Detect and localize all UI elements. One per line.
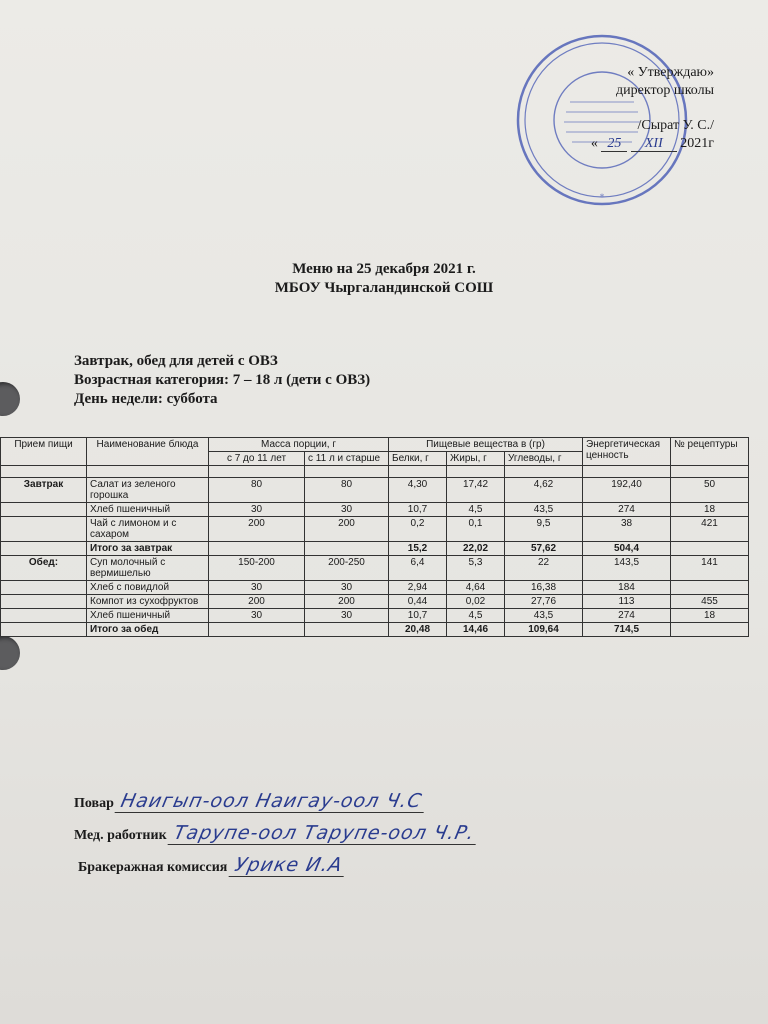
cell-mass-old: 200 xyxy=(305,595,389,609)
cell-meal xyxy=(1,503,87,517)
cell-mass-young: 30 xyxy=(209,609,305,623)
cell-dish: Салат из зеленого горошка xyxy=(87,478,209,503)
cell-carbs: 109,64 xyxy=(505,623,583,637)
cell-meal xyxy=(1,542,87,556)
cell-meal xyxy=(1,581,87,595)
cell-mass-young: 80 xyxy=(209,478,305,503)
cell-mass-young xyxy=(209,542,305,556)
cell-energy: 38 xyxy=(583,517,671,542)
cook-label: Повар xyxy=(74,796,114,811)
punch-hole xyxy=(0,382,20,416)
cell-protein: 10,7 xyxy=(389,503,447,517)
cell-carbs: 43,5 xyxy=(505,503,583,517)
cell-dish: Хлеб с повидлой xyxy=(87,581,209,595)
cell-mass-young: 30 xyxy=(209,503,305,517)
header-meal: Прием пищи xyxy=(1,438,87,466)
cell-meal xyxy=(1,623,87,637)
cell-carbs: 57,62 xyxy=(505,542,583,556)
cook-signature-row xyxy=(74,790,479,822)
header-fat: Жиры, г xyxy=(447,452,505,466)
table-header-row xyxy=(1,438,749,452)
header-mass-old: с 11 л и старше xyxy=(305,452,389,466)
approval-date xyxy=(514,135,714,153)
header-mass-young: с 7 до 11 лет xyxy=(209,452,305,466)
meta-line-3: День недели: суббота xyxy=(74,391,218,407)
date-open-quote: « xyxy=(590,136,598,151)
cell-fat: 5,3 xyxy=(447,556,505,581)
cell-carbs: 43,5 xyxy=(505,609,583,623)
cell-mass-young: 30 xyxy=(209,581,305,595)
table-row xyxy=(1,503,749,517)
cell-protein: 20,48 xyxy=(389,623,447,637)
date-year: 2021г xyxy=(680,136,714,151)
cell-protein: 2,94 xyxy=(389,581,447,595)
header-recipe: № рецептуры xyxy=(671,438,749,466)
cell-fat: 14,46 xyxy=(447,623,505,637)
cell-energy: 504,4 xyxy=(583,542,671,556)
cell-protein: 4,30 xyxy=(389,478,447,503)
table-total-row xyxy=(1,623,749,637)
cell-recipe: 421 xyxy=(671,517,749,542)
cell-dish: Суп молочный с вермишелью xyxy=(87,556,209,581)
cell-energy: 184 xyxy=(583,581,671,595)
cell-dish: Хлеб пшеничный xyxy=(87,503,209,517)
approval-title: « Утверждаю» xyxy=(627,65,714,80)
cell-energy: 143,5 xyxy=(583,556,671,581)
cell-total-label: Итого за обед xyxy=(87,623,209,637)
table-total-row xyxy=(1,542,749,556)
cell-mass-old: 30 xyxy=(305,581,389,595)
med-label: Мед. работник xyxy=(74,828,167,843)
header-dish: Наименование блюда xyxy=(87,438,209,466)
med-signature-row xyxy=(74,822,479,854)
menu-meta xyxy=(74,352,370,409)
cell-mass-old: 200 xyxy=(305,517,389,542)
cell-protein: 6,4 xyxy=(389,556,447,581)
approval-signatory: /Сырат У. С./ xyxy=(637,118,714,133)
cell-fat: 22,02 xyxy=(447,542,505,556)
cell-meal xyxy=(1,595,87,609)
approval-position: директор школы xyxy=(616,83,714,98)
cell-fat: 4,64 xyxy=(447,581,505,595)
approval-block xyxy=(514,64,714,153)
cell-mass-young: 200 xyxy=(209,517,305,542)
cell-dish: Компот из сухофруктов xyxy=(87,595,209,609)
commission-signature: Урике И.А xyxy=(228,854,348,877)
cell-energy: 274 xyxy=(583,503,671,517)
cell-protein: 0,44 xyxy=(389,595,447,609)
page-title xyxy=(0,260,768,298)
cell-carbs: 27,76 xyxy=(505,595,583,609)
cell-recipe: 50 xyxy=(671,478,749,503)
cell-meal xyxy=(1,609,87,623)
cell-mass-young: 150-200 xyxy=(209,556,305,581)
cell-energy: 274 xyxy=(583,609,671,623)
cell-fat: 0,02 xyxy=(447,595,505,609)
cell-mass-young: 200 xyxy=(209,595,305,609)
cell-carbs: 9,5 xyxy=(505,517,583,542)
commission-label: Бракеражная комиссия xyxy=(78,860,228,875)
med-signature: Тарупе-оол Тарупе-оол Ч.Р. xyxy=(168,822,481,845)
cell-meal xyxy=(1,517,87,542)
cell-mass-old: 200-250 xyxy=(305,556,389,581)
cook-signature: Наигып-оол Наигау-оол Ч.С xyxy=(115,790,429,813)
signatures-block xyxy=(74,790,479,886)
table-row xyxy=(1,556,749,581)
cell-meal: Завтрак xyxy=(1,478,87,503)
commission-signature-row xyxy=(78,854,479,886)
cell-protein: 0,2 xyxy=(389,517,447,542)
table-row xyxy=(1,609,749,623)
cell-carbs: 22 xyxy=(505,556,583,581)
table-spacer-row xyxy=(1,466,749,478)
cell-carbs: 4,62 xyxy=(505,478,583,503)
cell-recipe: 18 xyxy=(671,609,749,623)
cell-recipe: 455 xyxy=(671,595,749,609)
cell-recipe: 141 xyxy=(671,556,749,581)
cell-mass-old: 80 xyxy=(305,478,389,503)
cell-mass-old: 30 xyxy=(305,503,389,517)
cell-energy: 113 xyxy=(583,595,671,609)
cell-protein: 10,7 xyxy=(389,609,447,623)
cell-fat: 4,5 xyxy=(447,609,505,623)
cell-fat: 4,5 xyxy=(447,503,505,517)
cell-mass-old: 30 xyxy=(305,609,389,623)
cell-fat: 17,42 xyxy=(447,478,505,503)
cell-dish: Чай с лимоном и с сахаром xyxy=(87,517,209,542)
header-carbs: Углеводы, г xyxy=(505,452,583,466)
cell-recipe xyxy=(671,623,749,637)
cell-protein: 15,2 xyxy=(389,542,447,556)
cell-recipe: 18 xyxy=(671,503,749,517)
title-line-1: Меню на 25 декабря 2021 г. xyxy=(292,261,476,277)
cell-mass-old xyxy=(305,542,389,556)
header-protein: Белки, г xyxy=(389,452,447,466)
meta-line-1: Завтрак, обед для детей с ОВЗ xyxy=(74,353,278,369)
table-row xyxy=(1,478,749,503)
cell-total-label: Итого за завтрак xyxy=(87,542,209,556)
date-month: XII xyxy=(631,136,677,152)
punch-hole xyxy=(0,636,20,670)
header-energy: Энергетическая ценность xyxy=(583,438,671,466)
cell-recipe xyxy=(671,581,749,595)
cell-mass-young xyxy=(209,623,305,637)
svg-text:*: * xyxy=(599,192,605,202)
table-row xyxy=(1,517,749,542)
cell-recipe xyxy=(671,542,749,556)
cell-energy: 714,5 xyxy=(583,623,671,637)
title-line-2: МБОУ Чыргаландинской СОШ xyxy=(274,280,494,296)
cell-fat: 0,1 xyxy=(447,517,505,542)
cell-energy: 192,40 xyxy=(583,478,671,503)
menu-table xyxy=(0,437,749,637)
header-nutrients: Пищевые вещества в (гр) xyxy=(389,438,583,452)
cell-meal: Обед: xyxy=(1,556,87,581)
table-row xyxy=(1,595,749,609)
cell-carbs: 16,38 xyxy=(505,581,583,595)
date-day: 25 xyxy=(601,136,627,152)
cell-mass-old xyxy=(305,623,389,637)
table-row xyxy=(1,581,749,595)
cell-dish: Хлеб пшеничный xyxy=(87,609,209,623)
header-mass: Масса порции, г xyxy=(209,438,389,452)
meta-line-2: Возрастная категория: 7 – 18 л (дети с ОВЗ) xyxy=(74,372,371,388)
